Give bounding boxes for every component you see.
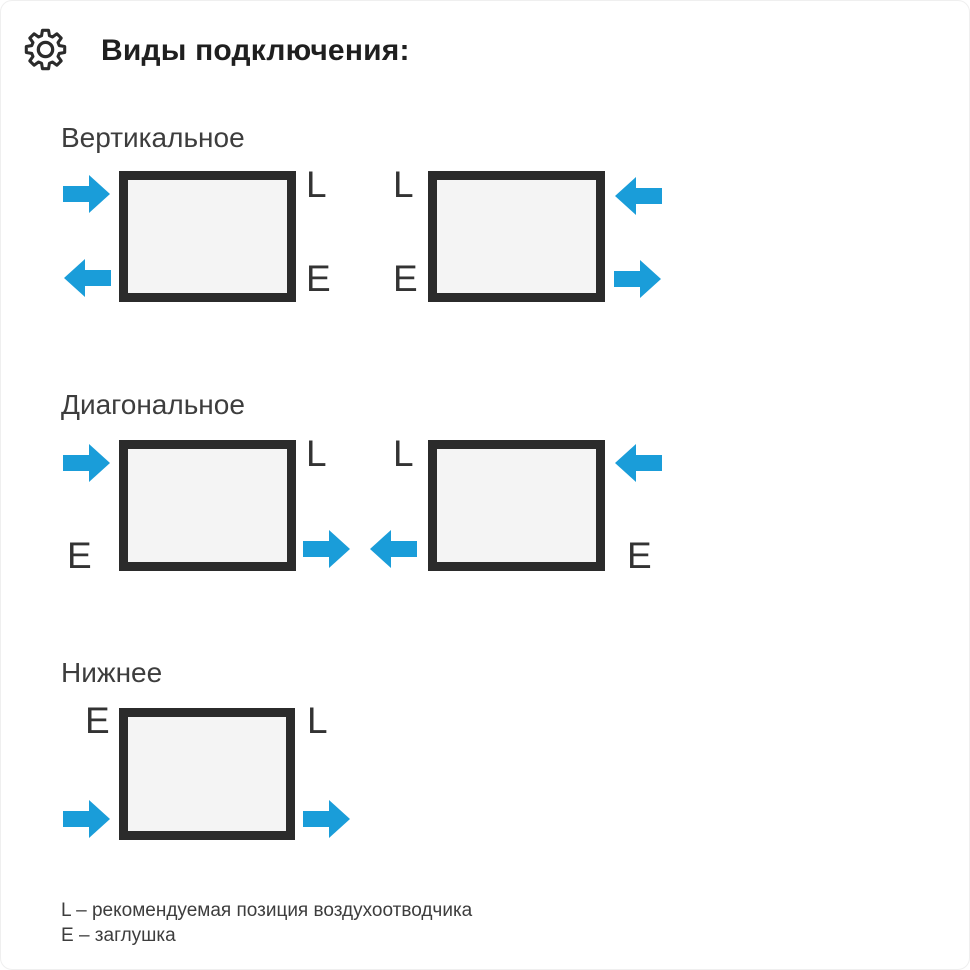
radiator-rect — [119, 171, 296, 302]
radiator-rect — [428, 171, 605, 302]
air-vent-label: L — [393, 164, 414, 205]
arrow-right-icon — [614, 259, 662, 299]
radiator-rect — [119, 440, 296, 571]
page-title: Виды подключения: — [101, 34, 410, 67]
legend — [61, 898, 472, 948]
arrow-right-icon — [303, 799, 351, 839]
air-vent-label: L — [306, 164, 327, 205]
air-vent-label: L — [307, 700, 328, 741]
arrow-left-icon — [614, 176, 662, 216]
section-title: Нижнее — [61, 657, 163, 688]
air-vent-label: L — [306, 433, 327, 474]
radiator-rect — [428, 440, 605, 571]
gear-icon — [23, 27, 68, 72]
arrow-right-icon — [303, 529, 351, 569]
arrow-left-icon — [369, 529, 417, 569]
plug-label: E — [627, 535, 652, 576]
section-title: Вертикальное — [61, 122, 245, 153]
plug-label: E — [85, 700, 110, 741]
arrow-right-icon — [63, 174, 111, 214]
plug-label: E — [67, 535, 92, 576]
section-title: Диагональное — [61, 389, 245, 420]
legend-line-air-vent: L – рекомендуемая позиция воздухоотводчика — [61, 900, 473, 921]
plug-label: E — [393, 258, 418, 299]
arrow-left-icon — [63, 258, 111, 298]
arrow-right-icon — [63, 443, 111, 483]
arrow-left-icon — [614, 443, 662, 483]
plug-label: E — [306, 258, 331, 299]
radiator-rect — [119, 708, 295, 840]
legend-line-plug: E – заглушка — [61, 925, 176, 946]
air-vent-label: L — [393, 433, 414, 474]
arrow-right-icon — [63, 799, 111, 839]
